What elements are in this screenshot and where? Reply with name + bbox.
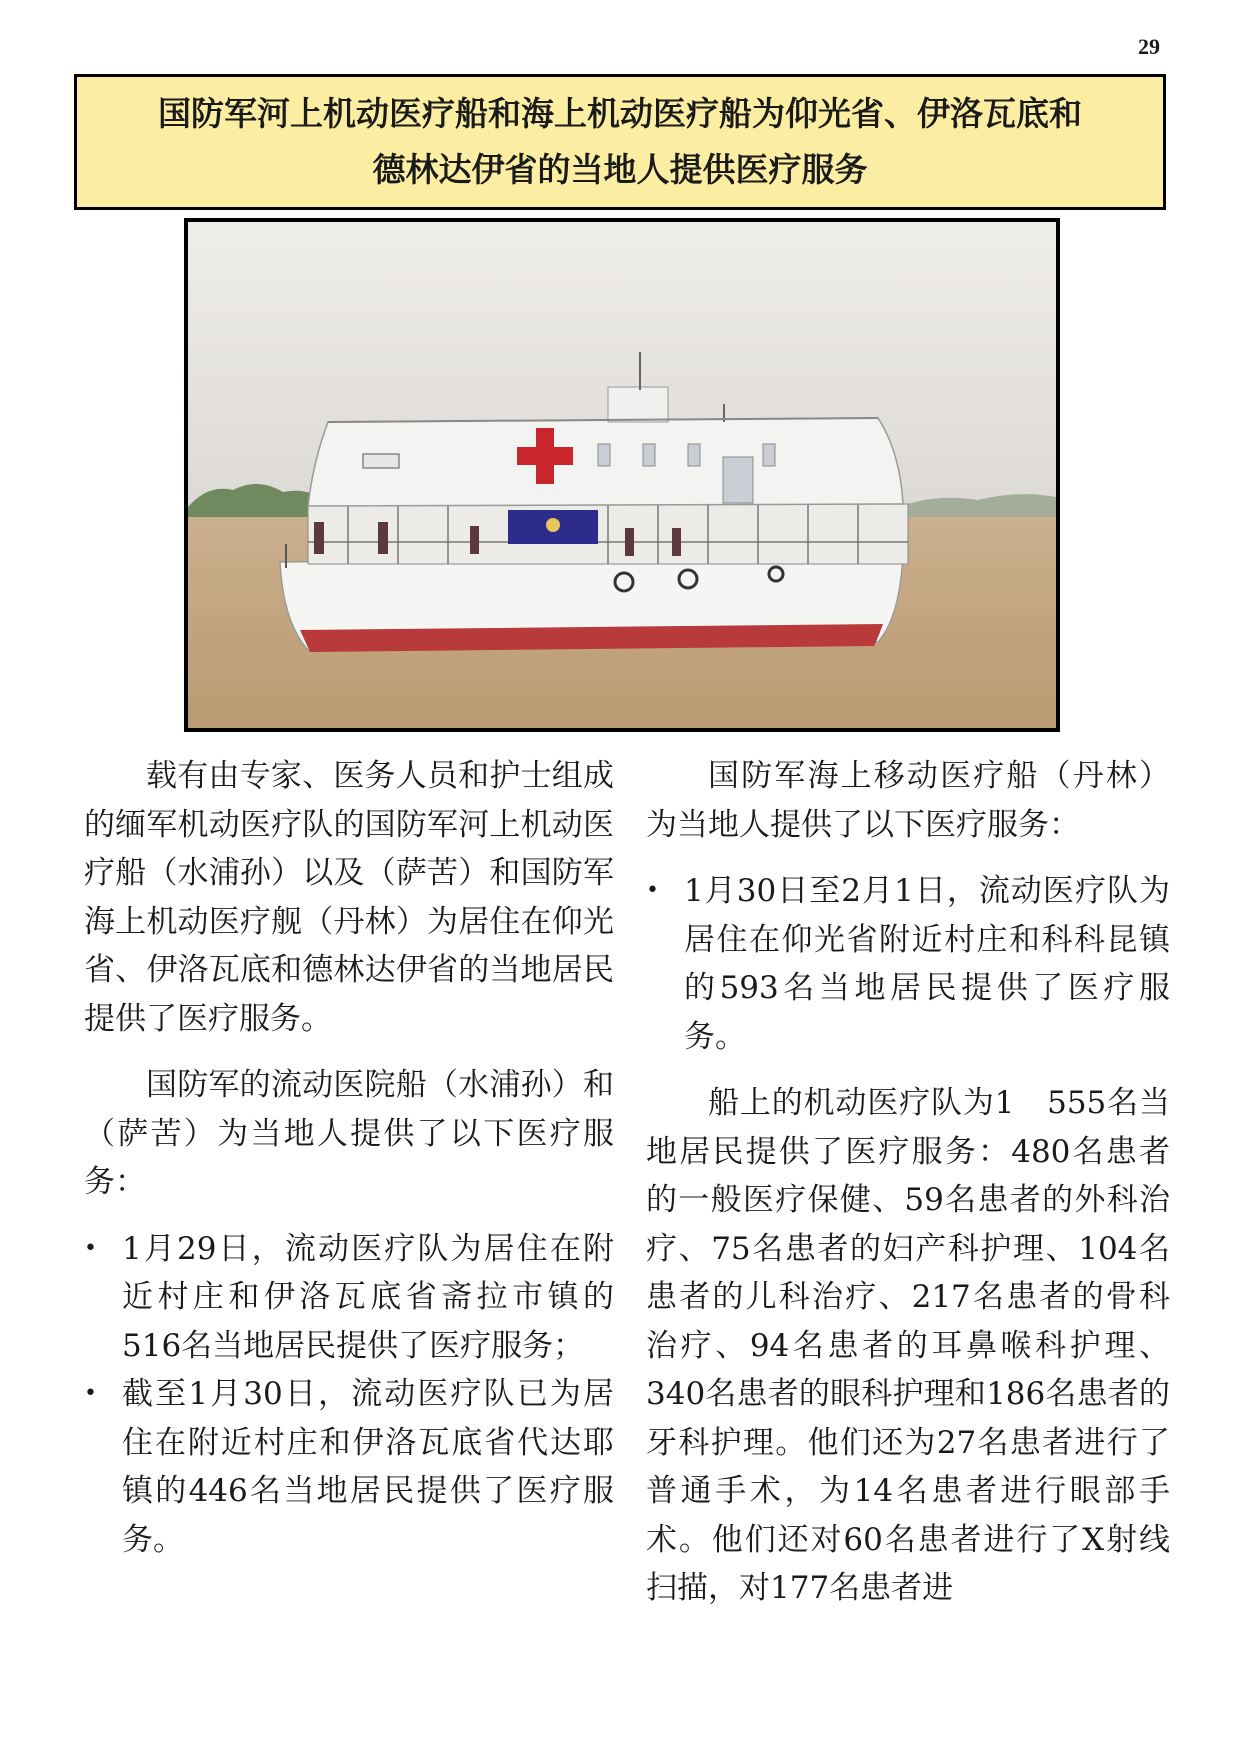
right-paragraph-2: 船上的机动医疗队为1 555名当地居民提供了医疗服务：480名患者的一般医疗保健、59名患者的外科治疗、75名患者的妇产科护理、104名患者的儿科治疗、217名患者的骨科治疗、94名患者的耳鼻喉科护理、340名患者的眼科护理和186名患者的牙科护理。他们还为27名患者进行了普通手术，为14名患者进行眼部手术。他们还对60名患者进行了X射线扫描，对177名患者进	[646, 1085, 1170, 1606]
right-paragraph-1: 国防军海上移动医疗船（丹林）为当地人提供了以下医疗服务：	[646, 758, 1170, 843]
list-item: • 截至1月30日，流动医疗队已为居住在附近村庄和伊洛瓦底省代达耶镇的446名当地居民提供了医疗服务。	[84, 1370, 614, 1564]
crew-figure	[672, 528, 681, 556]
page-title-line-2: 德林达伊省的当地人提供医疗服务	[372, 150, 868, 189]
list-item: • 1月29日，流动医疗队为居住在附近村庄和伊洛瓦底省斋拉市镇的516名当地居民提供了医疗服务；	[84, 1225, 614, 1371]
ship-bridge	[608, 387, 668, 422]
left-bullet-list	[84, 1225, 614, 1565]
crew-figure	[625, 528, 634, 556]
ship-illustration	[188, 222, 1056, 728]
crew-figure	[470, 526, 479, 554]
left-paragraph-2: 国防军的流动医院船（水浦孙）和（萨苦）为当地人提供了以下医疗服务：	[84, 1067, 614, 1200]
left-paragraph-1: 载有由专家、医务人员和护士组成的缅军机动医疗队的国防军河上机动医疗船（水浦孙）以及（萨苦）和国防军海上机动医疗舰（丹林）为居住在仰光省、伊洛瓦底和德林达伊省的当地居民提供了医疗服务。	[84, 758, 614, 1037]
crew-figure	[314, 522, 324, 554]
crew-figure	[378, 522, 388, 554]
hospital-ship-photo	[184, 218, 1060, 732]
page-title-box	[74, 74, 1166, 210]
list-item: • 1月30日至2月1日，流动医疗队为居住在仰光省附近村庄和科科昆镇的593名当地居民提供了医疗服务。	[646, 867, 1170, 1061]
page-number: 29	[1138, 34, 1160, 59]
right-bullet-list	[646, 867, 1170, 1061]
page-title-line-1: 国防军河上机动医疗船和海上机动医疗船为仰光省、伊洛瓦底和	[158, 94, 1082, 133]
right-column	[646, 752, 1170, 1631]
left-column	[84, 752, 614, 1582]
